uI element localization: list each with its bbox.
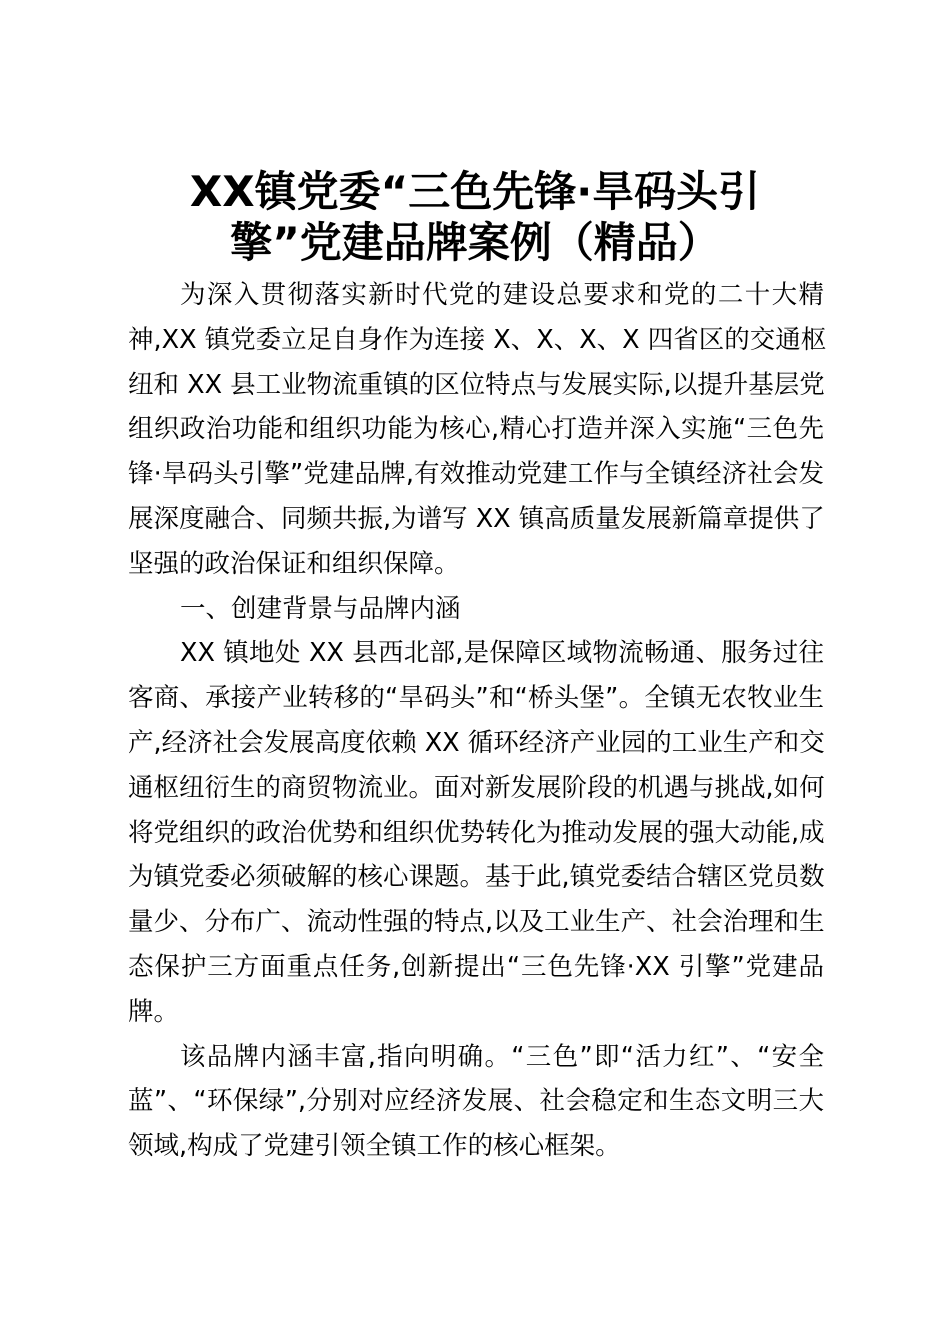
document-body [128,273,827,1169]
text-line: 客商、承接产业转移的“旱码头”和“桥头堡”。全镇无农牧业生 [128,683,824,714]
text-line: 领域,构成了党建引领全镇工作的核心框架。 [128,1131,621,1162]
document-title-line-2: 擎”党建品牌案例（精品） [230,218,720,267]
text-line: 为深入贯彻落实新时代党的建设总要求和党的二十大精 [180,280,824,310]
text-line: 锋·旱码头引擎”党建品牌,有效推动党建工作与全镇经济社会发 [128,459,824,490]
paragraph [128,1035,824,1169]
paragraph [128,631,824,1034]
section-heading [128,587,824,632]
text-line: 量少、分布广、流动性强的特点,以及工业生产、社会治理和生 [128,907,825,938]
paragraph [128,273,827,587]
text-line: 坚强的政治保证和组织保障。 [128,548,460,579]
document-title-line-1: XX镇党委“三色先锋·旱码头引 [189,167,761,216]
text-line: 蓝”、“环保绿”,分别对应经济发展、社会稳定和生态文明三大 [128,1086,824,1117]
text-line: 纽和 XX 县工业物流重镇的区位特点与发展实际,以提升基层党 [128,369,825,400]
text-line: 神,XX 镇党委立足自身作为连接 X、X、X、X 四省区的交通枢 [128,324,827,355]
text-line: 为镇党委必须破解的核心课题。基于此,镇党委结合辖区党员数 [128,862,825,893]
text-line: 将党组织的政治优势和组织优势转化为推动发展的强大动能,成 [128,817,825,848]
text-line: 组织政治功能和组织功能为核心,精心打造并深入实施“三色先 [128,414,824,445]
text-line: 态保护三方面重点任务,创新提出“三色先锋·XX 引擎”党建品 [128,951,824,982]
text-line: 展深度融合、同频共振,为谱写 XX 镇高质量发展新篇章提供了 [128,503,825,534]
text-line: XX 镇地处 XX 县西北部,是保障区域物流畅通、服务过往 [180,638,824,669]
text-line: 该品牌内涵丰富,指向明确。“三色”即“活力红”、“安全 [180,1041,824,1072]
text-line: 产,经济社会发展高度依赖 XX 循环经济产业园的工业生产和交 [128,727,825,758]
text-line: 牌。 [128,996,180,1027]
text-line: 通枢纽衍生的商贸物流业。面对新发展阶段的机遇与挑战,如何 [128,772,825,803]
text-line: 一、创建背景与品牌内涵 [180,593,461,624]
